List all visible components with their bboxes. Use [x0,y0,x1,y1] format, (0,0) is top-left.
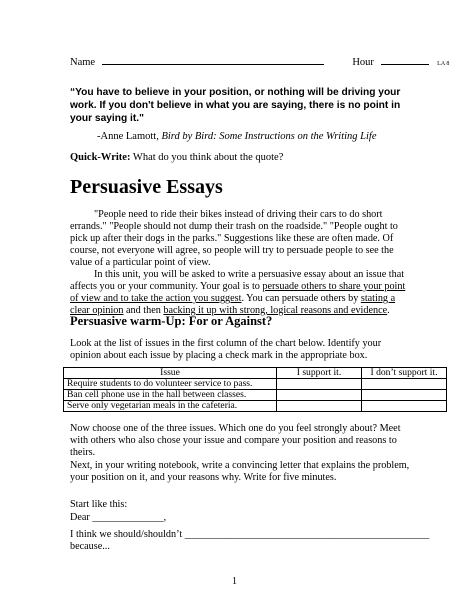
quick-write-prompt: What do you think about the quote? [130,152,284,163]
quote-attribution [97,131,377,142]
header-not-support: I don’t support it. [362,368,447,379]
support-checkbox-cell[interactable] [277,379,362,390]
quick-write [70,152,283,163]
choose-issue-text: Now choose one of the three issues. Which one do you feel strongly about? Meet with others who also chose your issue and compare your position and reasons to theirs. [70,423,401,458]
intro-text-span: . [387,305,390,316]
intro-paragraph-1: "People need to ride their bikes instead of driving their cars to do short errands." "People should not dump their trash on the roadside." "People ought to pick up after their dogs in the parks." Suggestions like these are often made. Of course, not everyone will agree, so people will try to persuade people to see the value of a particular point of view. [70,209,398,268]
start-label: Start like this: [70,499,128,510]
attribution-work: Bird by Bird: Some Instructions on the Writing Life [161,131,377,142]
not-support-checkbox-cell[interactable] [362,401,447,412]
issue-cell: Serve only vegetarian meals in the cafeteria. [64,401,277,412]
table-row [64,379,447,390]
intro-text-span: and then [123,305,164,316]
not-support-checkbox-cell[interactable] [362,390,447,401]
underlined-goal: persuade others to share your point of view and to take the action you suggest [70,281,406,304]
table-row [64,401,447,412]
intro-paragraph-2 [70,269,414,317]
intro-text-span: . You can persuade others by [241,293,361,304]
issues-table [63,367,447,412]
warmup-instructions: Look at the list of issues in the first column of the chart below. Identify your opinion about each issue by placing a check mark in the appropriate box. [70,338,382,361]
opinion-line[interactable]: I think we should/shouldn’t ________________________________________________ [70,529,430,540]
table-row [64,390,447,401]
table-header-row [64,368,447,379]
underlined-evidence: backing it up with strong, logical reasons and evidence [163,305,388,316]
issue-cell: Require students to do volunteer service to pass. [64,379,277,390]
dear-line[interactable]: Dear ______________, [70,512,167,523]
writing-task-text: Next, in your writing notebook, write a convincing letter that explains the problem, your position on it, and your reasons why. Write for five minutes. [70,460,410,483]
hour-blank[interactable] [381,54,429,65]
intro-text [70,209,414,317]
page-number: 1 [232,576,237,587]
course-code: LA 8 [437,61,450,67]
issue-cell: Ban cell phone use in the hall between classes. [64,390,277,401]
header-issue: Issue [64,368,277,379]
name-blank[interactable] [102,54,324,65]
not-support-checkbox-cell[interactable] [362,379,447,390]
hour-label: Hour [352,57,374,68]
intro-text-span: In this unit, you will be asked to write a persuasive essay about an issue that affects you or your community. Your goal is to [70,269,405,292]
opening-quote: “You have to believe in your position, or nothing will be driving your work. If you don't believe in what you are saying, there is no point in your saying it." [70,87,401,124]
support-checkbox-cell[interactable] [277,401,362,412]
header-support: I support it. [277,368,362,379]
page-title: Persuasive Essays [70,176,223,198]
warmup-heading: Persuasive warm-Up: For or Against? [70,314,273,328]
quick-write-label: Quick-Write: [70,152,131,163]
support-checkbox-cell[interactable] [277,390,362,401]
because-label: because... [70,541,110,552]
header-line [70,54,449,68]
name-label: Name [70,57,96,68]
underlined-opinion: stating a clear opinion [70,293,396,316]
attribution-author: -Anne Lamott, [97,131,162,142]
